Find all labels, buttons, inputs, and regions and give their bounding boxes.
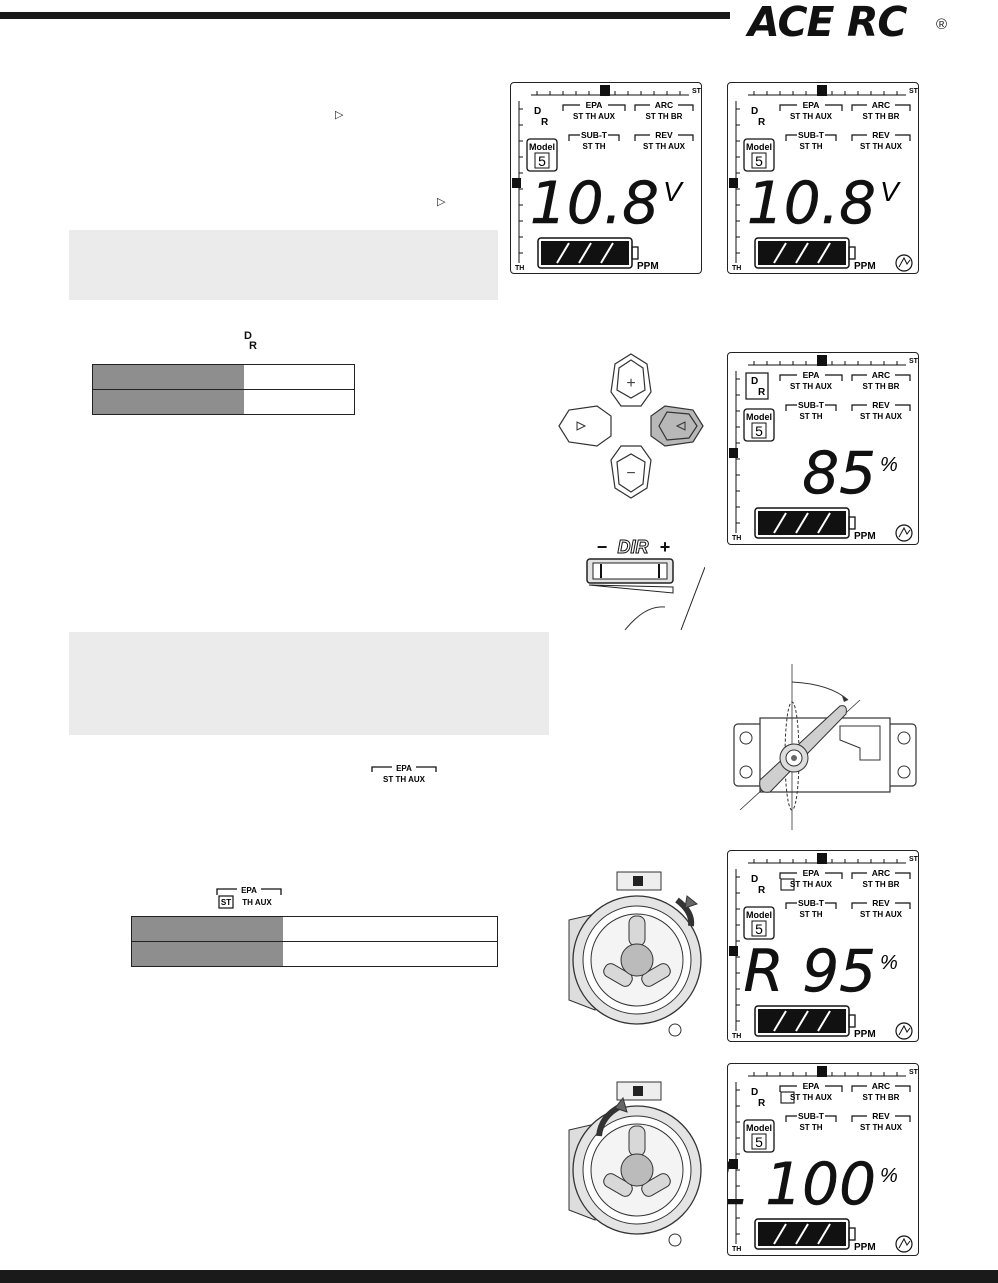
lcd-value: 85	[802, 439, 876, 507]
svg-text:ARC: ARC	[871, 100, 891, 110]
svg-text:ST TH: ST TH	[799, 412, 823, 421]
svg-text:R: R	[758, 885, 766, 896]
lcd-value: 10.8	[746, 169, 876, 237]
svg-text:R: R	[758, 117, 766, 128]
svg-text:ARC: ARC	[871, 370, 891, 380]
trim-marker	[729, 946, 738, 956]
svg-text:ST TH: ST TH	[799, 1123, 823, 1132]
model-label: Model	[529, 142, 555, 152]
radio-signal-icon	[896, 525, 912, 541]
lcd-unit: %	[880, 1165, 898, 1187]
arrow-icon: ▷	[437, 196, 446, 208]
svg-text:ST TH AUX: ST TH AUX	[790, 1093, 832, 1102]
svg-text:ST TH BR: ST TH BR	[862, 112, 900, 121]
dr-label: D	[751, 1087, 759, 1098]
svg-text:ST TH: ST TH	[799, 142, 823, 151]
svg-text:REV: REV	[872, 130, 890, 140]
value-table-2	[131, 916, 498, 967]
lcd-st-label: ST	[909, 856, 918, 863]
trim-marker	[817, 85, 827, 96]
lcd-unit: V	[880, 176, 899, 207]
arrow-icon: ▷	[335, 109, 344, 121]
model-label: Model	[746, 142, 772, 152]
trim-marker	[817, 355, 827, 366]
svg-text:SUB-T: SUB-T	[798, 130, 824, 140]
minus-icon: −	[626, 465, 636, 482]
epa-label: EPA	[396, 764, 412, 773]
dpad	[555, 350, 707, 502]
table-row	[93, 390, 355, 415]
svg-text:ST TH BR: ST TH BR	[862, 1093, 900, 1102]
svg-text:REV: REV	[872, 1111, 890, 1121]
brand-logo: ACE RC	[748, 0, 907, 46]
svg-text:EPA: EPA	[802, 1081, 820, 1091]
model-label: Model	[746, 1123, 772, 1133]
lcd-st-label: ST	[692, 88, 701, 95]
svg-text:+: +	[659, 537, 671, 557]
model-number: 5	[538, 153, 546, 169]
svg-text:EPA: EPA	[802, 370, 820, 380]
trim-marker	[817, 853, 827, 864]
model-label: Model	[746, 910, 772, 920]
svg-text:TH AUX: TH AUX	[242, 898, 272, 907]
svg-text:ST TH BR: ST TH BR	[862, 382, 900, 391]
lcd-th-label: TH	[732, 265, 742, 272]
model-number: 5	[755, 1134, 763, 1150]
header-rule	[0, 12, 730, 19]
lcd-screen-voltage	[510, 82, 702, 274]
lcd-display	[728, 1064, 918, 1254]
radio-signal-icon	[896, 1236, 912, 1252]
svg-text:REV: REV	[655, 130, 673, 140]
svg-text:ARC: ARC	[871, 868, 891, 878]
lcd-unit: %	[880, 952, 898, 974]
ppm-label: PPM	[854, 531, 876, 542]
trim-marker	[512, 178, 521, 188]
svg-text:ST TH AUX: ST TH AUX	[860, 412, 902, 421]
svg-text:ST TH AUX: ST TH AUX	[790, 382, 832, 391]
lcd-unit: V	[663, 176, 682, 207]
lcd-th-label: TH	[732, 1033, 742, 1040]
ppm-label: PPM	[637, 261, 659, 272]
model-number: 5	[755, 921, 763, 937]
dr-label: D	[751, 376, 759, 387]
dr-label: D	[751, 874, 759, 885]
svg-text:ST TH: ST TH	[799, 910, 823, 919]
footer-rule	[0, 1270, 998, 1283]
note-box	[69, 632, 549, 735]
dir-label: DIR	[617, 537, 649, 557]
svg-text:ST TH AUX: ST TH AUX	[790, 880, 832, 889]
svg-text:ST TH: ST TH	[582, 142, 606, 151]
lcd-value: L 100	[728, 1150, 876, 1218]
lcd-screen-dr	[727, 352, 919, 545]
lcd-display	[728, 851, 918, 1041]
svg-text:R: R	[541, 117, 549, 128]
trim-marker	[729, 448, 738, 458]
note-box	[69, 230, 498, 300]
svg-text:ST TH AUX: ST TH AUX	[860, 1123, 902, 1132]
lcd-display	[728, 83, 918, 273]
svg-text:ST TH AUX: ST TH AUX	[643, 142, 685, 151]
lcd-screen-epa-left	[727, 1063, 919, 1256]
ppm-label: PPM	[854, 261, 876, 272]
lcd-value: 10.8	[529, 169, 659, 237]
lcd-st-label: ST	[909, 1069, 918, 1076]
trim-marker	[600, 85, 610, 96]
table-row	[93, 365, 355, 390]
svg-text:EPA: EPA	[585, 100, 603, 110]
svg-text:SUB-T: SUB-T	[798, 1111, 824, 1121]
st-th-aux-label: ST TH AUX	[383, 775, 425, 784]
lcd-display	[728, 353, 918, 543]
value-table-1	[92, 364, 355, 415]
trim-marker	[817, 1066, 827, 1077]
svg-text:ST TH BR: ST TH BR	[862, 880, 900, 889]
steering-wheel-left[interactable]	[565, 1070, 705, 1260]
dr-label: D	[534, 106, 542, 117]
lcd-th-label: TH	[515, 265, 525, 272]
svg-text:ST TH AUX: ST TH AUX	[573, 112, 615, 121]
dir-trim-switch	[585, 535, 705, 630]
registered-mark: ®	[936, 16, 948, 33]
svg-text:ARC: ARC	[654, 100, 674, 110]
dr-label: D	[751, 106, 759, 117]
lcd-th-label: TH	[732, 535, 742, 542]
svg-text:REV: REV	[872, 400, 890, 410]
lcd-st-label: ST	[909, 358, 918, 365]
svg-text:SUB-T: SUB-T	[798, 898, 824, 908]
model-number: 5	[755, 423, 763, 439]
svg-text:R: R	[758, 1098, 766, 1109]
svg-text:ST TH AUX: ST TH AUX	[860, 910, 902, 919]
steering-wheel-right[interactable]	[565, 860, 705, 1050]
dr-icon: D R	[244, 330, 257, 352]
model-number: 5	[755, 153, 763, 169]
svg-text:ST TH BR: ST TH BR	[645, 112, 683, 121]
radio-signal-icon	[896, 1023, 912, 1039]
lcd-value: R 95	[743, 937, 876, 1005]
svg-text:ST TH AUX: ST TH AUX	[860, 142, 902, 151]
servo-diagram	[730, 660, 920, 830]
svg-text:EPA: EPA	[802, 868, 820, 878]
model-label: Model	[746, 412, 772, 422]
lcd-st-label: ST	[909, 88, 918, 95]
trim-marker	[729, 178, 738, 188]
lcd-unit: %	[880, 454, 898, 476]
svg-text:SUB-T: SUB-T	[581, 130, 607, 140]
ppm-label: PPM	[854, 1242, 876, 1253]
svg-text:REV: REV	[872, 898, 890, 908]
table-row	[132, 917, 498, 942]
svg-text:ST TH AUX: ST TH AUX	[790, 112, 832, 121]
table-row	[132, 942, 498, 967]
svg-text:ST: ST	[220, 898, 232, 907]
radio-signal-icon	[896, 255, 912, 271]
lcd-display	[511, 83, 701, 273]
svg-text:R: R	[758, 387, 766, 398]
svg-text:SUB-T: SUB-T	[798, 400, 824, 410]
epa-st-icon	[215, 885, 283, 911]
plus-icon: +	[626, 375, 636, 392]
epa-group-icon	[370, 763, 438, 785]
lcd-screen-epa-right	[727, 850, 919, 1042]
svg-text:EPA: EPA	[802, 100, 820, 110]
svg-text:EPA: EPA	[241, 886, 257, 895]
svg-text:ARC: ARC	[871, 1081, 891, 1091]
ppm-label: PPM	[854, 1029, 876, 1040]
lcd-screen-voltage-pushed	[727, 82, 919, 274]
svg-text:−: −	[596, 537, 608, 557]
lcd-th-label: TH	[732, 1246, 742, 1253]
